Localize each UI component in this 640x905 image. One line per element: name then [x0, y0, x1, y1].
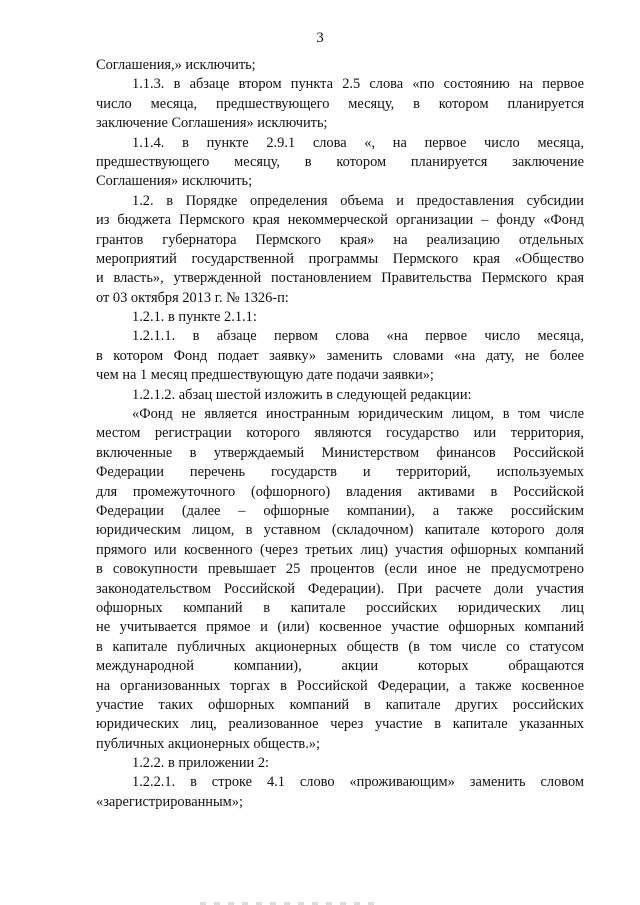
text-line: для промежуточного (офшорного) владения активами в Российской [96, 483, 584, 500]
text-line: Федерации (далее – офшорные компании), а также российским [96, 502, 584, 519]
document-body [96, 56, 584, 812]
text-line: 1.1.3. в абзаце втором пункта 2.5 слова «по состоянию на первое [132, 76, 584, 93]
text-line: «Фонд не является иностранным юридическим лицом, в том числе [132, 406, 584, 423]
text-line: Федерации перечень государств и территорий, используемых [96, 464, 584, 481]
text-line: из бюджета Пермского края некоммерческой организации – фонду «Фонд [96, 212, 584, 229]
text-line: прямого или косвенного (через третьих лиц) участия офшорных компаний [96, 541, 584, 558]
text-line: Соглашения» исключить; [96, 173, 253, 190]
text-line: предшествующего месяцу, в котором планируется заключение [96, 153, 584, 170]
text-line: 1.2.2. в приложении 2: [132, 755, 270, 772]
text-line: публичных акционерных обществ.»; [96, 735, 320, 752]
text-line: включенные в утверждаемый Министерством финансов Российской [96, 444, 584, 461]
text-line: и власть», утвержденной постановлением Правительства Пермского края [96, 270, 584, 287]
text-line: местом регистрации которого являются государство или территория, [96, 425, 584, 442]
text-line: в котором Фонд подает заявку» заменить словами «на дату, не более [96, 347, 584, 364]
text-line: 1.2. в Порядке определения объема и предоставления субсидии [132, 192, 584, 209]
text-line: мероприятий государственной программы Пермского края «Общество [96, 250, 584, 267]
text-line: заключение Соглашения» исключить; [96, 115, 328, 132]
text-line: офшорных компаний в капитале российских юридических лиц [96, 599, 584, 616]
text-line: Соглашения,» исключить; [96, 57, 256, 73]
text-line: в капитале публичных акционерных обществ (в том числе со статусом [96, 638, 584, 655]
text-line: законодательством Российской Федерации). При расчете доли участия [96, 580, 584, 597]
text-line: 1.1.4. в пункте 2.9.1 слова «, на первое число месяца, [132, 134, 584, 151]
text-line: 1.2.2.1. в строке 4.1 слово «проживающим» заменить словом [132, 774, 584, 791]
text-line: юридических лиц, реализованное через участие в капитале указанных [96, 716, 584, 733]
text-line: грантов губернатора Пермского края» на реализацию отдельных [96, 231, 584, 248]
text-line: число месяца, предшествующего месяцу, в котором планируется [96, 95, 584, 112]
text-line: в совокупности превышает 25 процентов (если иное не предусмотрено [96, 561, 584, 578]
text-line: 1.2.1.1. в абзаце первом слова «на первое число месяца, [132, 328, 584, 345]
text-line: участие таких офшорных компаний в капитале других российских [96, 696, 584, 713]
text-line: не учитывается прямое и (или) косвенное участие офшорных компаний [96, 619, 584, 636]
text-line: от 03 октября 2013 г. № 1326-п: [96, 289, 289, 306]
text-line: международной компании), акции которых обращаются [96, 658, 584, 675]
text-line: на организованных торгах в Российской Федерации, а также косвенное [96, 677, 584, 694]
text-line: юридическим лицом, в уставном (складочном) капитале которого доля [96, 522, 584, 539]
text-line: «зарегистрированным»; [96, 793, 243, 810]
page-number: 3 [316, 30, 324, 46]
text-line: 1.2.1.2. абзац шестой изложить в следующей редакции: [132, 386, 472, 403]
text-line: чем на 1 месяц предшествующую дате подачи заявки»; [96, 367, 434, 384]
text-line: 1.2.1. в пункте 2.1.1: [132, 309, 257, 326]
